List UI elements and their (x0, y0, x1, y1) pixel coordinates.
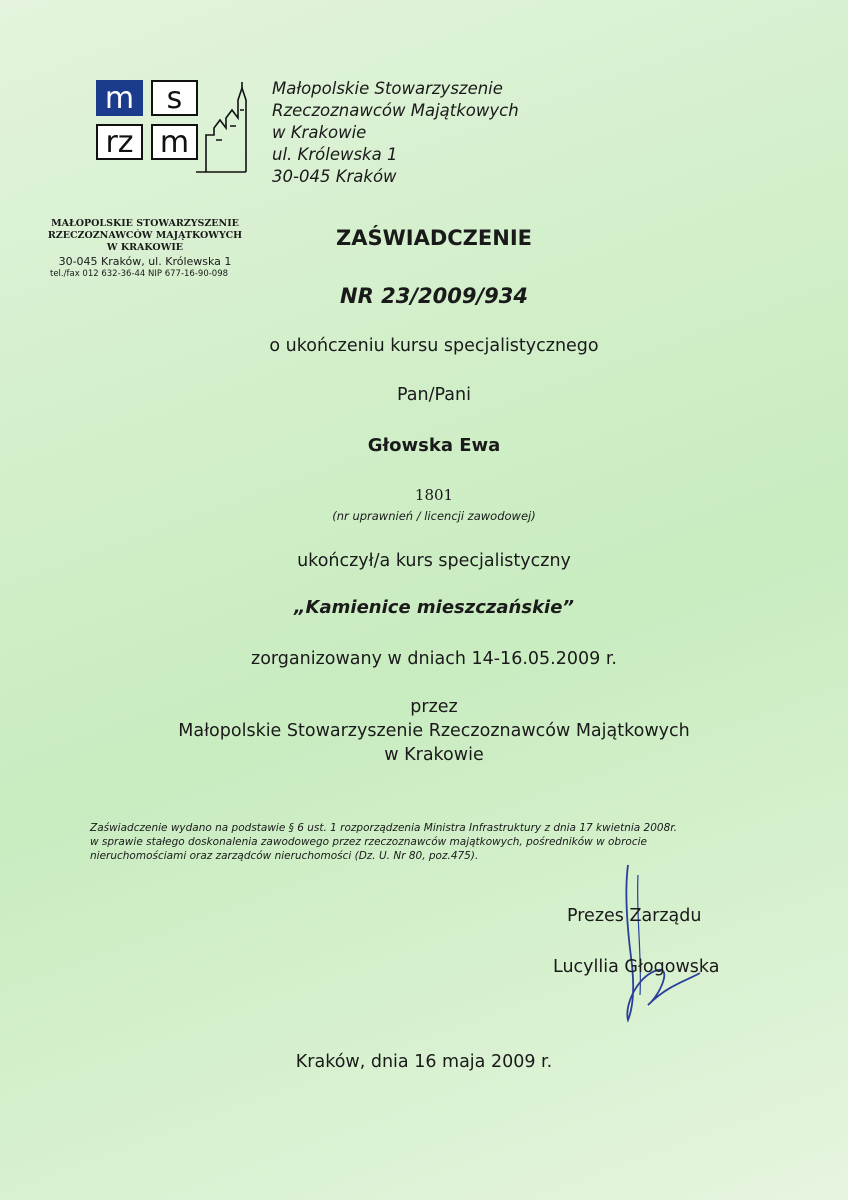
org-line: w Krakowie (272, 123, 367, 142)
castle-tower-icon (96, 80, 256, 180)
license-caption: (nr uprawnień / licencji zawodowej) (332, 509, 536, 523)
org-line: Rzeczoznawców Majątkowych (272, 101, 519, 120)
organizer-line: Małopolskie Stowarzyszenie Rzeczoznawców Majątkowych (178, 721, 690, 741)
org-line: 30-045 Kraków (272, 167, 397, 186)
salutation: Pan/Pani (397, 385, 471, 405)
stamp-line: MAŁOPOLSKIE STOWARZYSZENIE (51, 218, 239, 229)
organization-header (272, 78, 519, 188)
signatory-title: Prezes Zarządu (567, 906, 702, 926)
logo-cell-m: m (96, 80, 143, 116)
certificate-subtitle: o ukończeniu kursu specjalistycznego (269, 336, 599, 356)
certificate-title: ZAŚWIADCZENIE (336, 226, 532, 250)
certificate-number: NR 23/2009/934 (340, 284, 528, 308)
org-line: Małopolskie Stowarzyszenie (272, 79, 503, 98)
handwritten-signature (598, 855, 718, 1035)
course-name: „Kamienice mieszczańskie” (293, 597, 575, 618)
legal-basis-line: w sprawie stałego doskonalenia zawodowego przez rzeczoznawców majątkowych, pośredników w obrocie (90, 836, 647, 848)
organizer-line: w Krakowie (384, 745, 484, 765)
logo-cell-rz: rz (96, 124, 143, 160)
logo-cell-s: s (151, 80, 198, 116)
completed-line: ukończył/a kurs specjalistyczny (297, 551, 571, 571)
msrzm-logo (96, 80, 241, 176)
legal-basis-line: Zaświadczenie wydano na podstawie § 6 ust. 1 rozporządzenia Ministra Infrastruktury z dnia 17 kwietnia 2008r. (90, 822, 677, 834)
course-dates: zorganizowany w dniach 14-16.05.2009 r. (251, 649, 617, 669)
org-line: ul. Królewska 1 (272, 145, 398, 164)
license-number: 1801 (414, 486, 454, 504)
signatory-name: Lucyllia Głogowska (553, 957, 720, 977)
stamp-contact: tel./fax 012 632-36-44 NIP 677-16-90-098 (50, 269, 229, 279)
logo-cell-m2: m (151, 124, 198, 160)
place-and-date: Kraków, dnia 16 maja 2009 r. (295, 1052, 553, 1072)
by-line: przez (410, 697, 458, 717)
stamp-address: 30-045 Kraków, ul. Królewska 1 (58, 255, 232, 268)
stamp-line: W KRAKOWIE (106, 242, 184, 253)
recipient-name: Głowska Ewa (367, 435, 501, 456)
legal-basis-line: nieruchomościami oraz zarządców nieruchomości (Dz. U. Nr 80, poz.475). (90, 850, 479, 862)
stamp-line: RZECZOZNAWCÓW MAJĄTKOWYCH (47, 230, 243, 241)
